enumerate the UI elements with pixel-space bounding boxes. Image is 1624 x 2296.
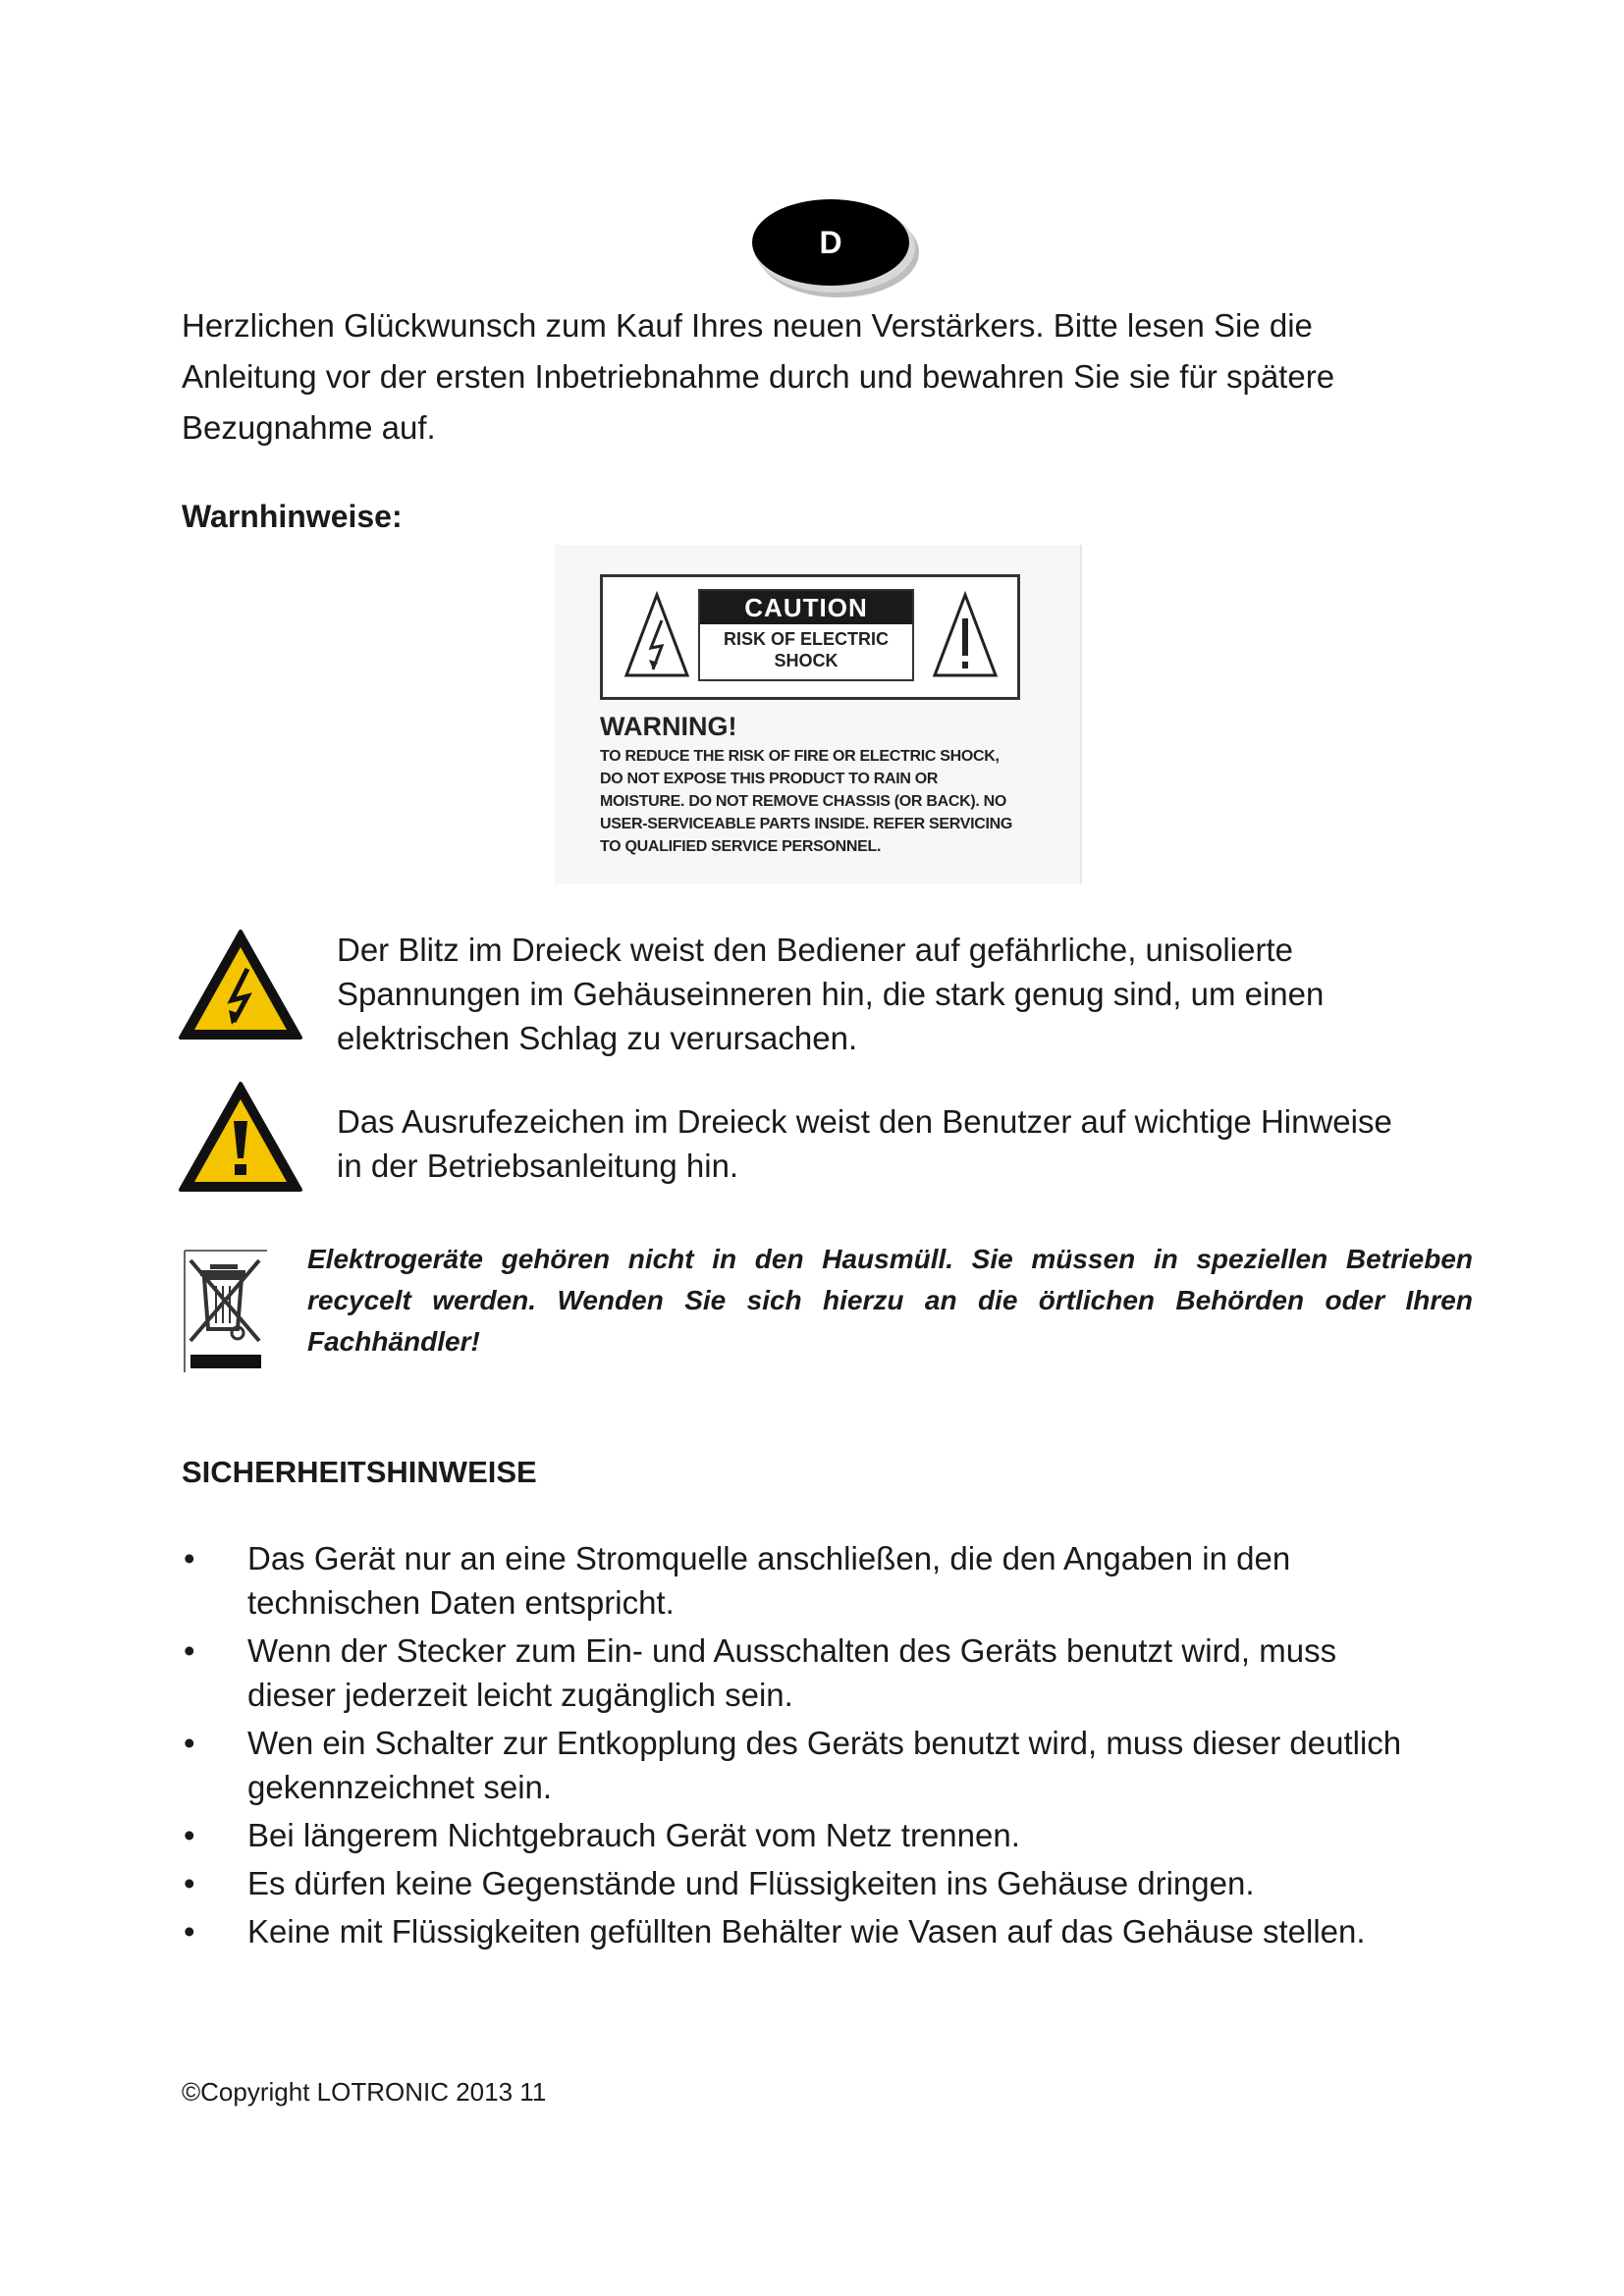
- exclamation-triangle-icon: [931, 591, 1000, 679]
- lightning-line: Spannungen im Gehäuseinneren hin, die stark genug sind, um einen: [337, 976, 1325, 1012]
- warning-title: WARNING!: [600, 712, 737, 741]
- list-item: [182, 1721, 1478, 1809]
- list-item-line: Bei längerem Nichtgebrauch Gerät vom Netz trennen.: [247, 1817, 1020, 1853]
- exclamation-line: in der Betriebsanleitung hin.: [337, 1148, 739, 1184]
- lightning-line: elektrischen Schlag zu verursachen.: [337, 1020, 858, 1056]
- bullet: •: [184, 1632, 195, 1669]
- bullet: •: [184, 1913, 195, 1949]
- lightning-symbol-row: [177, 928, 1473, 1056]
- list-item: [182, 1861, 1478, 1905]
- list-item-line: Wen ein Schalter zur Entkopplung des Geräts benutzt wird, muss dieser deutlich: [247, 1725, 1402, 1761]
- list-item: [182, 1536, 1478, 1625]
- language-badge: [746, 193, 923, 301]
- list-item-line: Keine mit Flüssigkeiten gefüllten Behälter wie Vasen auf das Gehäuse stellen.: [247, 1913, 1366, 1949]
- warning-line: USER-SERVICEABLE PARTS INSIDE. REFER SERVICING: [600, 816, 1013, 832]
- safety-list: [182, 1536, 1478, 1957]
- caution-subtitle-line: RISK OF ELECTRIC: [723, 629, 889, 649]
- list-item: [182, 1909, 1478, 1953]
- exclamation-symbol-row: [177, 1080, 1473, 1198]
- intro-line: Bezugnahme auf.: [182, 409, 436, 446]
- list-item: [182, 1813, 1478, 1857]
- intro-line: Herzlichen Glückwunsch zum Kauf Ihres neuen Verstärkers. Bitte lesen Sie die: [182, 307, 1313, 344]
- caution-label: [555, 545, 1082, 883]
- warning-text: [600, 745, 1052, 858]
- yellow-lightning-warning-icon: [177, 928, 304, 1041]
- exclamation-description: [337, 1099, 1473, 1188]
- warning-line: MOISTURE. DO NOT REMOVE CHASSIS (OR BACK). NO: [600, 793, 1007, 810]
- bullet: •: [184, 1540, 195, 1576]
- caution-box: [600, 574, 1020, 700]
- lightning-triangle-icon: [623, 591, 691, 679]
- crossed-bin-icon: [177, 1239, 275, 1372]
- caution-subtitle-line: SHOCK: [774, 651, 839, 670]
- lightning-line: Der Blitz im Dreieck weist den Bediener auf gefährliche, unisolierte: [337, 932, 1293, 968]
- lightning-description: [337, 928, 1473, 1060]
- list-item: [182, 1629, 1478, 1717]
- list-item-line: Es dürfen keine Gegenstände und Flüssigkeiten ins Gehäuse dringen.: [247, 1865, 1255, 1901]
- yellow-exclamation-warning-icon: [177, 1080, 304, 1194]
- warning-line: TO REDUCE THE RISK OF FIRE OR ELECTRIC SHOCK,: [600, 748, 1000, 765]
- bullet: •: [184, 1725, 195, 1761]
- list-item-line: technischen Daten entspricht.: [247, 1584, 675, 1621]
- list-item-line: Das Gerät nur an eine Stromquelle anschließen, die den Angaben in den: [247, 1540, 1291, 1576]
- list-item-line: dieser jederzeit leicht zugänglich sein.: [247, 1677, 793, 1713]
- safety-heading: SICHERHEITSHINWEISE: [182, 1455, 537, 1489]
- caution-subtitle: [700, 624, 912, 671]
- warning-line: TO QUALIFIED SERVICE PERSONNEL.: [600, 838, 882, 855]
- intro-line: Anleitung vor der ersten Inbetriebnahme durch und bewahren Sie sie für spätere: [182, 358, 1335, 395]
- caution-title: CAUTION: [700, 591, 912, 624]
- weee-symbol-row: [177, 1239, 1473, 1376]
- bullet: •: [184, 1817, 195, 1853]
- intro-paragraph: [182, 300, 1468, 454]
- warning-line: DO NOT EXPOSE THIS PRODUCT TO RAIN OR: [600, 771, 939, 787]
- caution-inner-box: [698, 589, 914, 681]
- page-footer: ©Copyright LOTRONIC 2013 11: [182, 2077, 547, 2107]
- list-item-line: Wenn der Stecker zum Ein- und Ausschalten des Geräts benutzt wird, muss: [247, 1632, 1337, 1669]
- weee-description: Elektrogeräte gehören nicht in den Hausmüll. Sie müssen in speziellen Betrieben recycelt werden. Wenden Sie sich hierzu an die örtlichen Behörden oder Ihren Fachhändler!: [307, 1244, 1473, 1357]
- warnings-heading: Warnhinweise:: [182, 499, 403, 534]
- bullet: •: [184, 1865, 195, 1901]
- exclamation-line: Das Ausrufezeichen im Dreieck weist den Benutzer auf wichtige Hinweise: [337, 1103, 1392, 1140]
- language-badge-letter: D: [819, 225, 842, 260]
- list-item-line: gekennzeichnet sein.: [247, 1769, 553, 1805]
